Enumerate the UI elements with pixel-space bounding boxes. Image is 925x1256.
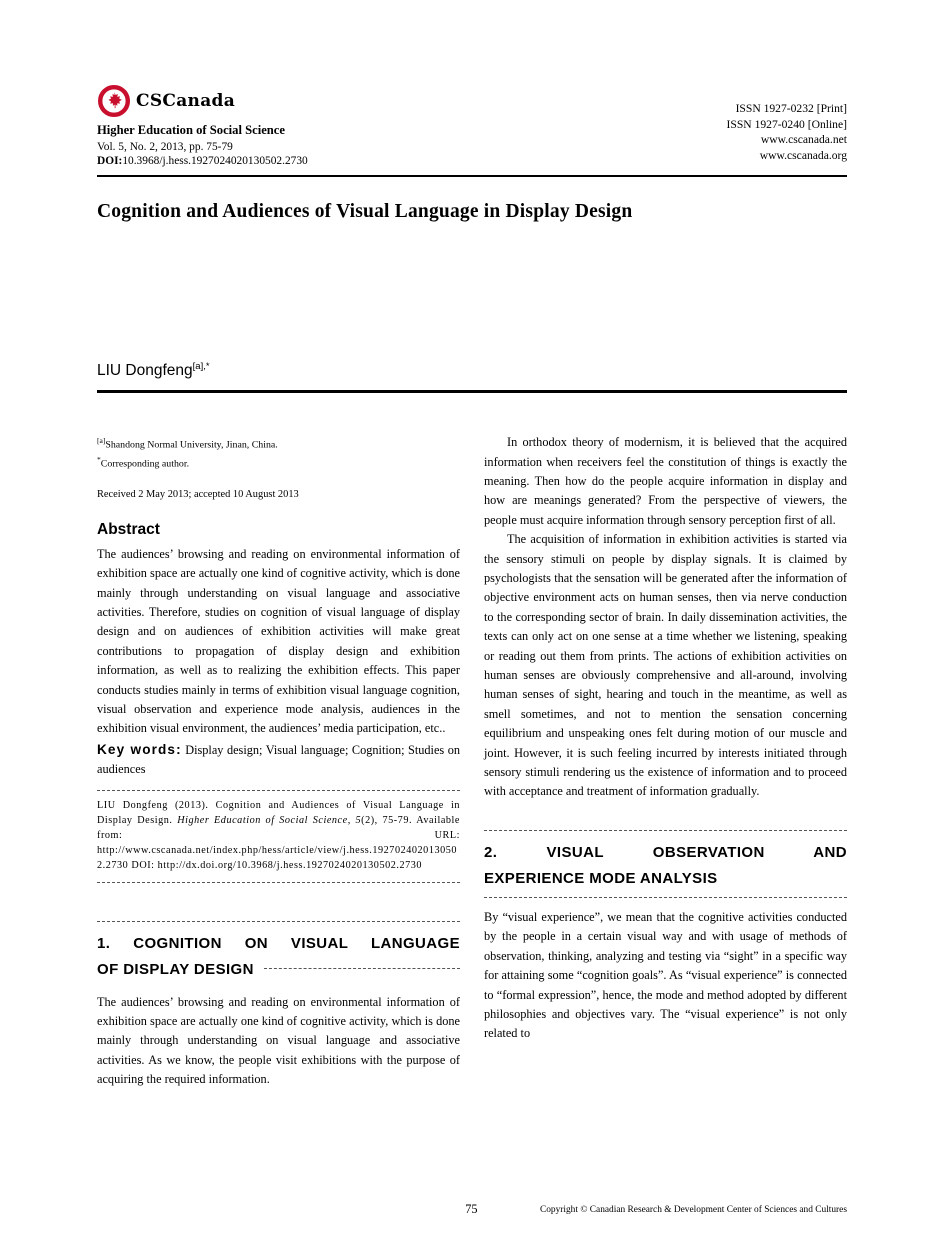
section-1-heading-line1: 1. COGNITION ON VISUAL LANGUAGE [97, 921, 460, 957]
section-1-heading-line2: OF DISPLAY DESIGN [97, 957, 460, 983]
section-2-heading [484, 830, 847, 898]
author-line [97, 361, 847, 380]
journal-header [97, 84, 847, 167]
heading-dash-filler [264, 968, 460, 969]
keywords-label: Key words: [97, 741, 182, 757]
journal-header-right [727, 101, 847, 167]
keywords-line [97, 740, 460, 780]
maple-leaf-circle-icon [97, 84, 131, 118]
citation-block: LIU Dongfeng (2013). Cognition and Audiences of Visual Language in Display Design. Higher Education of Social Science, 5(2), 75-79. Available from: URL: http://www.cscanada.net/index.php/hess/article/view/j.hess.1927024020130502.2730 DOI: http://dx.doi.org/10.3968/j.hess.1927024020130502.2730 [97, 790, 460, 883]
copyright-notice: Copyright © Canadian Research & Development Center of Sciences and Cultures [539, 1205, 847, 1215]
section-1-paragraph: The audiences’ browsing and reading on environmental information of exhibition space are actually one kind of cognitive activity, which is done mainly through understanding on visual language and associative activities. As we know, the people visit exhibitions with the purpose of acquiring the required information. [97, 994, 460, 1087]
page-content [97, 0, 847, 1090]
header-divider [97, 175, 847, 177]
citation-volume-italic: 5 [355, 814, 362, 826]
two-column-body [97, 433, 847, 1090]
abstract-heading: Abstract [97, 520, 160, 538]
doi-line [97, 155, 308, 167]
affiliation-line: [a]Shandong Normal University, Jinan, China. [97, 436, 278, 451]
issn-online: ISSN 1927-0240 [Online] [726, 117, 847, 131]
section-2-paragraph: By “visual experience”, we mean that the cognitive activities conducted by the people in a certain visual way and with usage of methods of observation, thinking, analyzing and testing via “sight” in a specific way for attaining some “cognition goals”. As “visual experience” is connected to “formal expression”, hence, the mode and method adopted by different philosophies and objectives vary. The “visual experience” is not only related to [484, 909, 847, 1041]
intro-paragraph-2: The acquisition of information in exhibition activities is started via the sensory stimuli on people by display signals. It is claimed by psychologists that the sensation will be generated after the information of objective environment acts on human senses, then via nerve conduction to the corresponding sector of brain. In daily dissemination activities, the texts can only act on one sense at a time whether we listening, speaking or reading out them from prints. The actions of exhibition activities on human senses are obviously comprehensive and all-around, involving human senses of sight, hearing and touch in the meantime, as well as smell sometimes, and not to mention the sensation concerning equilibrium and unspeaking ones felt during motion of our muscle and joint. However, it is such feeling incurred by interests initiated through sensory stimuli rendering us the existence of information and to proceed with acceptance and treatment of information gradually. [484, 532, 847, 799]
citation-journal-italic: Higher Education of Social Science [177, 814, 348, 826]
section-1-heading [97, 921, 460, 983]
article-title: Cognition and Audiences of Visual Language in Display Design [97, 201, 633, 222]
doi-label: DOI: [97, 155, 123, 167]
abstract-text: The audiences’ browsing and reading on environmental information of exhibition space are actually one kind of cognitive activity, which is done mainly through understanding on visual language and associative activities. Therefore, studies on cognition of visual language of display design and on audiences of exhibition activities will make great contributions to propagation of display design and exhibition information, as well as to realizing the exhibition effects. This paper conducts studies mainly in terms of exhibition visual language cognition, visual observation and experience mode analysis, audiences in the exhibition visual environment, the audiences’ media participation, etc.. [97, 546, 460, 736]
page-footer [97, 1202, 847, 1222]
section-2-heading-line2: EXPERIENCE MODE ANALYSIS [484, 866, 847, 898]
publisher-logo [97, 84, 308, 118]
author-divider [97, 390, 847, 393]
author-name: LIU Dongfeng [97, 362, 193, 380]
keywords-text: Display design; Visual language; Cognition; Studies on audiences [97, 742, 461, 777]
corresponding-author-line: *Corresponding author. [97, 455, 190, 470]
section-2-heading-line1: 2. VISUAL OBSERVATION AND [484, 830, 847, 866]
publisher-wordmark: CSCanada [136, 91, 236, 111]
author-superscript: [a],* [192, 361, 210, 372]
page-number: 75 [465, 1202, 478, 1216]
affiliation-block [97, 433, 460, 472]
publisher-website-org: www.cscanada.org [759, 148, 847, 162]
intro-paragraph-1: In orthodox theory of modernism, it is believed that the acquired information when receivers feel the constitution of things is exactly the meaning. Then how do the people acquire information in display and how are meanings generated? From the perspective of viewers, the people must acquire information through sensory perception first of all. [484, 435, 847, 527]
received-accepted-line: Received 2 May 2013; accepted 10 August 2013 [97, 488, 299, 500]
doi-value: 10.3968/j.hess.1927024020130502.2730 [122, 155, 308, 167]
corresponding-superscript: * [97, 455, 101, 465]
journal-name: Higher Education of Social Science [97, 123, 285, 137]
affiliation-superscript: [a] [97, 436, 106, 446]
volume-issue-pages: Vol. 5, No. 2, 2013, pp. 75-79 [97, 141, 233, 153]
right-column [484, 433, 847, 1090]
publisher-website-net: www.cscanada.net [760, 133, 847, 147]
issn-print: ISSN 1927-0232 [Print] [735, 102, 847, 115]
left-column [97, 433, 460, 1090]
journal-header-left [97, 84, 308, 167]
